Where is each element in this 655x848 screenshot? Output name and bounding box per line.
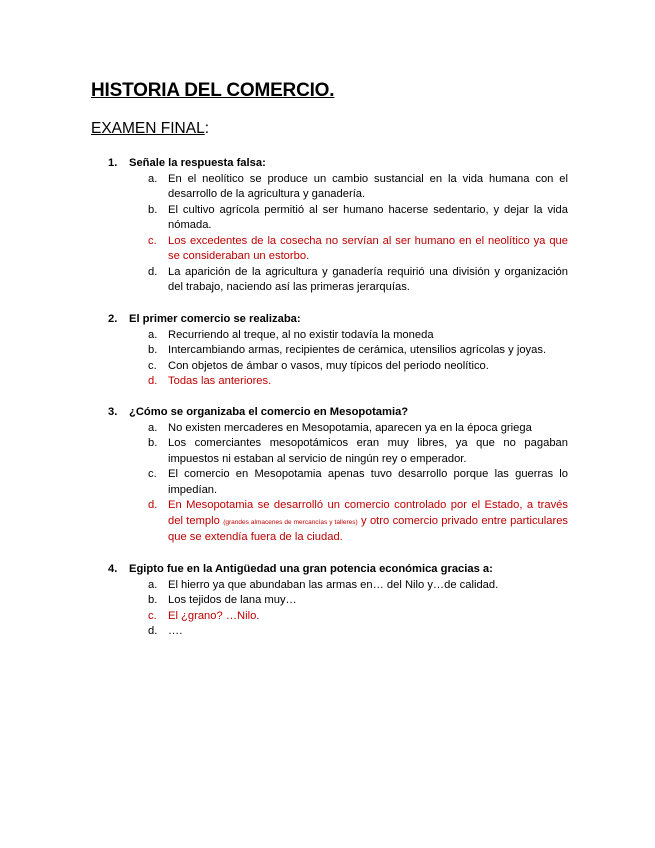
option-text: El hierro ya que abundaban las armas en… del Nilo y…de calidad. [168, 578, 499, 591]
option-a [108, 421, 568, 437]
option-d [108, 624, 568, 640]
option-letter: b. [148, 437, 158, 449]
option-b [108, 436, 568, 467]
option-letter: d. [148, 499, 158, 511]
option-letter: c. [148, 468, 157, 480]
question-2 [108, 312, 568, 390]
option-b [108, 593, 568, 609]
option-letter: b. [148, 594, 158, 606]
question-2-options [108, 328, 568, 390]
exam-subtitle-colon: : [204, 120, 210, 137]
option-text: Con objetos de ámbar o vasos, muy típicos del periodo neolítico. [168, 359, 489, 372]
option-text: Intercambiando armas, recipientes de cerámica, utensilios agrícolas y joyas. [168, 344, 547, 356]
question-number: 2. [108, 313, 118, 325]
option-letter: a. [148, 328, 158, 341]
option-letter: d. [148, 375, 158, 387]
page-title: HISTORIA DEL COMERCIO. [91, 80, 335, 101]
option-letter: a. [148, 578, 158, 591]
option-letter: b. [148, 203, 158, 216]
option-text: La aparición de la agricultura y ganadería requirió una división y organización del trabajo, naciendo así las primeras jerarquías. [168, 265, 568, 293]
option-b [108, 203, 568, 234]
option-text: El ¿grano? …Nilo. [168, 609, 260, 622]
option-c [108, 467, 568, 498]
exam-subtitle-label: EXAMEN FINAL [91, 120, 205, 137]
option-text: El comercio en Mesopotamia apenas tuvo desarrollo porque las guerras lo impedían. [168, 468, 568, 496]
option-letter: c. [148, 609, 157, 622]
question-1-options [108, 172, 568, 296]
option-c-answer [108, 234, 568, 265]
option-letter: a. [148, 421, 158, 434]
option-a [108, 172, 568, 203]
option-text: No existen mercaderes en Mesopotamia, aparecen ya en la época griega [168, 421, 532, 434]
question-1-heading [108, 156, 568, 172]
option-b [108, 343, 568, 359]
question-text: Señale la respuesta falsa: [129, 157, 266, 169]
option-text: Los comerciantes mesopotámicos eran muy libres, ya que no pagaban impuestos ni estaban al servicio de ningún rey o emperador. [168, 437, 568, 465]
question-1 [108, 156, 568, 296]
question-text: Egipto fue en la Antigüedad una gran potencia económica gracias a: [129, 563, 493, 575]
exam-subtitle [91, 120, 209, 138]
question-4 [108, 562, 568, 640]
option-text-start: En Mesopotamia se desarrolló un comercio controlado por el Estado, a través del templo [168, 499, 568, 527]
question-4-heading [108, 562, 568, 578]
option-letter: c. [148, 234, 157, 247]
option-text-note: (grandes almacenes de mercancías y talleres) [223, 518, 358, 526]
question-text: ¿Cómo se organizaba el comercio en Mesopotamia? [129, 406, 409, 418]
question-3-heading [108, 405, 568, 421]
option-text: El cultivo agrícola permitió al ser humano hacerse sedentario, y dejar la vida nómada. [168, 203, 568, 231]
option-d [108, 265, 568, 296]
option-text: En el neolítico se produce un cambio sustancial en la vida humana con el desarrollo de la agricultura y ganadería. [168, 172, 568, 200]
option-letter: d. [148, 265, 158, 278]
question-3 [108, 405, 568, 546]
question-number: 3. [108, 406, 118, 418]
option-text: …. [168, 625, 183, 637]
option-letter: b. [148, 344, 158, 356]
option-d-answer [108, 498, 568, 546]
option-a [108, 578, 568, 594]
option-text-end: y otro comercio privado entre particulares que se extendía fuera de la ciudad. [168, 514, 569, 543]
question-number: 4. [108, 563, 118, 575]
option-c-answer [108, 609, 568, 625]
question-4-options [108, 578, 568, 640]
question-number: 1. [108, 157, 118, 169]
option-d-answer [108, 374, 568, 390]
question-3-options [108, 421, 568, 546]
question-2-heading [108, 312, 568, 328]
question-text: El primer comercio se realizaba: [129, 313, 301, 325]
option-letter: a. [148, 172, 158, 185]
option-text: Recurriendo al treque, al no existir todavía la moneda [168, 328, 434, 341]
option-letter: d. [148, 625, 158, 637]
option-letter: c. [148, 359, 157, 372]
option-text: Los tejidos de lana muy… [168, 594, 297, 606]
option-c [108, 359, 568, 375]
option-text: Todas las anteriores. [168, 375, 272, 387]
option-a [108, 328, 568, 344]
option-text: Los excedentes de la cosecha no servían al ser humano en el neolítico ya que se consideraban un estorbo. [168, 234, 568, 262]
